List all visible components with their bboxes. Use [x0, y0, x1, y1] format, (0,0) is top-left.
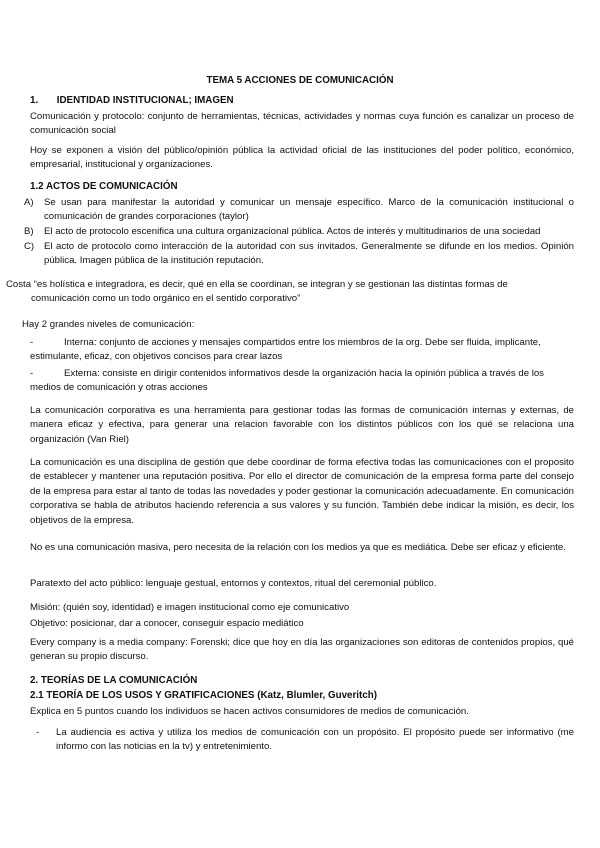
costa-quote — [6, 278, 574, 307]
section-1-2-heading: 1.2 ACTOS DE COMUNICACIÓN — [30, 181, 178, 192]
paragraph-corporativa: La comunicación corporativa es una herramienta para gestionar todas las formas de comunicación internas y externas, de manera eficaz y efectiva, para generar una relacion favorable con los distintos públicos con los qué se relaciona una organización (Van Riel) — [30, 405, 574, 445]
list-item-b — [24, 225, 574, 239]
list-item-text: El acto de protocolo como interacción de la autoridad con sus invitados. Generalmente se difunde en los medios. Opinión pública. Imagen pública de la institución reputación. — [44, 241, 574, 267]
section-2-1-title: 2.1 TEORÍA DE LOS USOS Y GRATIFICACIONES — [30, 690, 255, 701]
audiencia-bullet — [36, 726, 574, 755]
costa-quote-line-2: comunicación como un todo orgánico en el sentido corporativo” — [31, 293, 301, 305]
paragraph-objetivo: Objetivo: posicionar, dar a conocer, conseguir espacio mediático — [30, 618, 304, 629]
section-1-heading — [30, 94, 234, 109]
paragraph-vision-publico: Hoy se exponen a visión del público/opinión pública la actividad oficial de las instituciones del poder político, económico, empresarial, institucional y organizaciones. — [30, 145, 574, 171]
list-marker: C) — [24, 241, 35, 252]
nivel-interna-line-2: estimulante, eficaz, con objetivos concisos para crear lazos — [30, 351, 283, 363]
list-marker: B) — [24, 226, 34, 237]
nivel-interna-line-1: Interna: conjunto de acciones y mensajes compartidos entre los miembros de la org. Debe ser fluida, implicante, — [64, 337, 541, 348]
paragraph-every-company: Every company is a media company: Forenski; dice que hoy en día las organizaciones son editoras de contenidos propios, qué generan su propio discurso. — [30, 637, 574, 663]
audiencia-bullet-text: La audiencia es activa y utiliza los medios de comunicación con un propósito. El propósito puede ser informativo (me informo con las noticias en la tv) y entretenimiento. — [56, 727, 574, 753]
paragraph-protocolo: Comunicación y protocolo: conjunto de herramientas, técnicas, actividades y normas cuya función es canalizar un proceso de comunicación social — [30, 111, 574, 137]
nivel-externa-line-2: medios de comunicación y otras acciones — [30, 382, 208, 394]
nivel-externa-line-1: Externa: consiste en dirigir contenidos informativos desde la organización hacia la opinión pública a través de los — [64, 368, 544, 379]
list-item-text: El acto de protocolo escenifica una cultura organizacional pública. Actos de interés y multitudinarios de una sociedad — [44, 226, 541, 237]
paragraph-masiva: No es una comunicación masiva, pero necesita de la relación con los medios ya que es mediática. Debe ser eficaz y eficiente. — [30, 542, 566, 553]
section-1-number: 1. — [30, 95, 39, 106]
costa-label: Costa — [6, 279, 32, 290]
dash-marker: - — [30, 368, 34, 379]
nivel-externa — [30, 367, 574, 396]
section-2-1-authors: (Katz, Blumler, Guveritch) — [257, 690, 377, 701]
document-title: TEMA 5 ACCIONES DE COMUNICACIÓN — [206, 75, 394, 86]
dash-marker: - — [30, 337, 34, 348]
section-2-1-intro: Explica en 5 puntos cuando los individuos se hacen activos consumidores de medios de comunicación. — [30, 706, 469, 717]
section-1-title: IDENTIDAD INSTITUCIONAL; IMAGEN — [56, 95, 234, 106]
section-2-1-heading — [30, 689, 377, 704]
list-item-a — [24, 196, 574, 225]
nivel-interna — [30, 336, 574, 365]
list-item-text: Se usan para manifestar la autoridad y comunicar un mensaje específico. Marco de la comunicación institucional o comunicación de grandes corporaciones (taylor) — [44, 197, 574, 223]
paragraph-mision: Misión: (quién soy, identidad) e imagen institucional como eje comunicativo — [30, 602, 350, 613]
paragraph-paratexto: Paratexto del acto público: lenguaje gestual, entornos y contextos, ritual del ceremonial público. — [30, 578, 437, 589]
dash-marker: - — [36, 727, 40, 738]
niveles-intro: Hay 2 grandes niveles de comunicación: — [22, 319, 195, 330]
section-2-heading: 2. TEORÍAS DE LA COMUNICACIÓN — [30, 675, 198, 686]
list-item-c — [24, 240, 574, 269]
paragraph-disciplina: La comunicación es una disciplina de gestión que debe coordinar de forma efectiva todas las comunicaciones con el proposito de establecer y mantener una reputación positiva. Por ello el director de comunicación de la empresa forma parte del consejo de la empresa para estar al tanto de todas las novedades y poder gestionar la comunicación adecuadamente. En comunicación corporativa se habla de atributos haciendo referencia a sus valores y su función. También debe indicar la misión, es decir, los objetivos de la empresa. — [30, 457, 574, 526]
costa-quote-line-1: “es holística e integradora, es decir, qué en ella se coordinan, se integran y se gestionan las distintas formas de — [33, 279, 508, 290]
list-marker: A) — [24, 197, 34, 208]
